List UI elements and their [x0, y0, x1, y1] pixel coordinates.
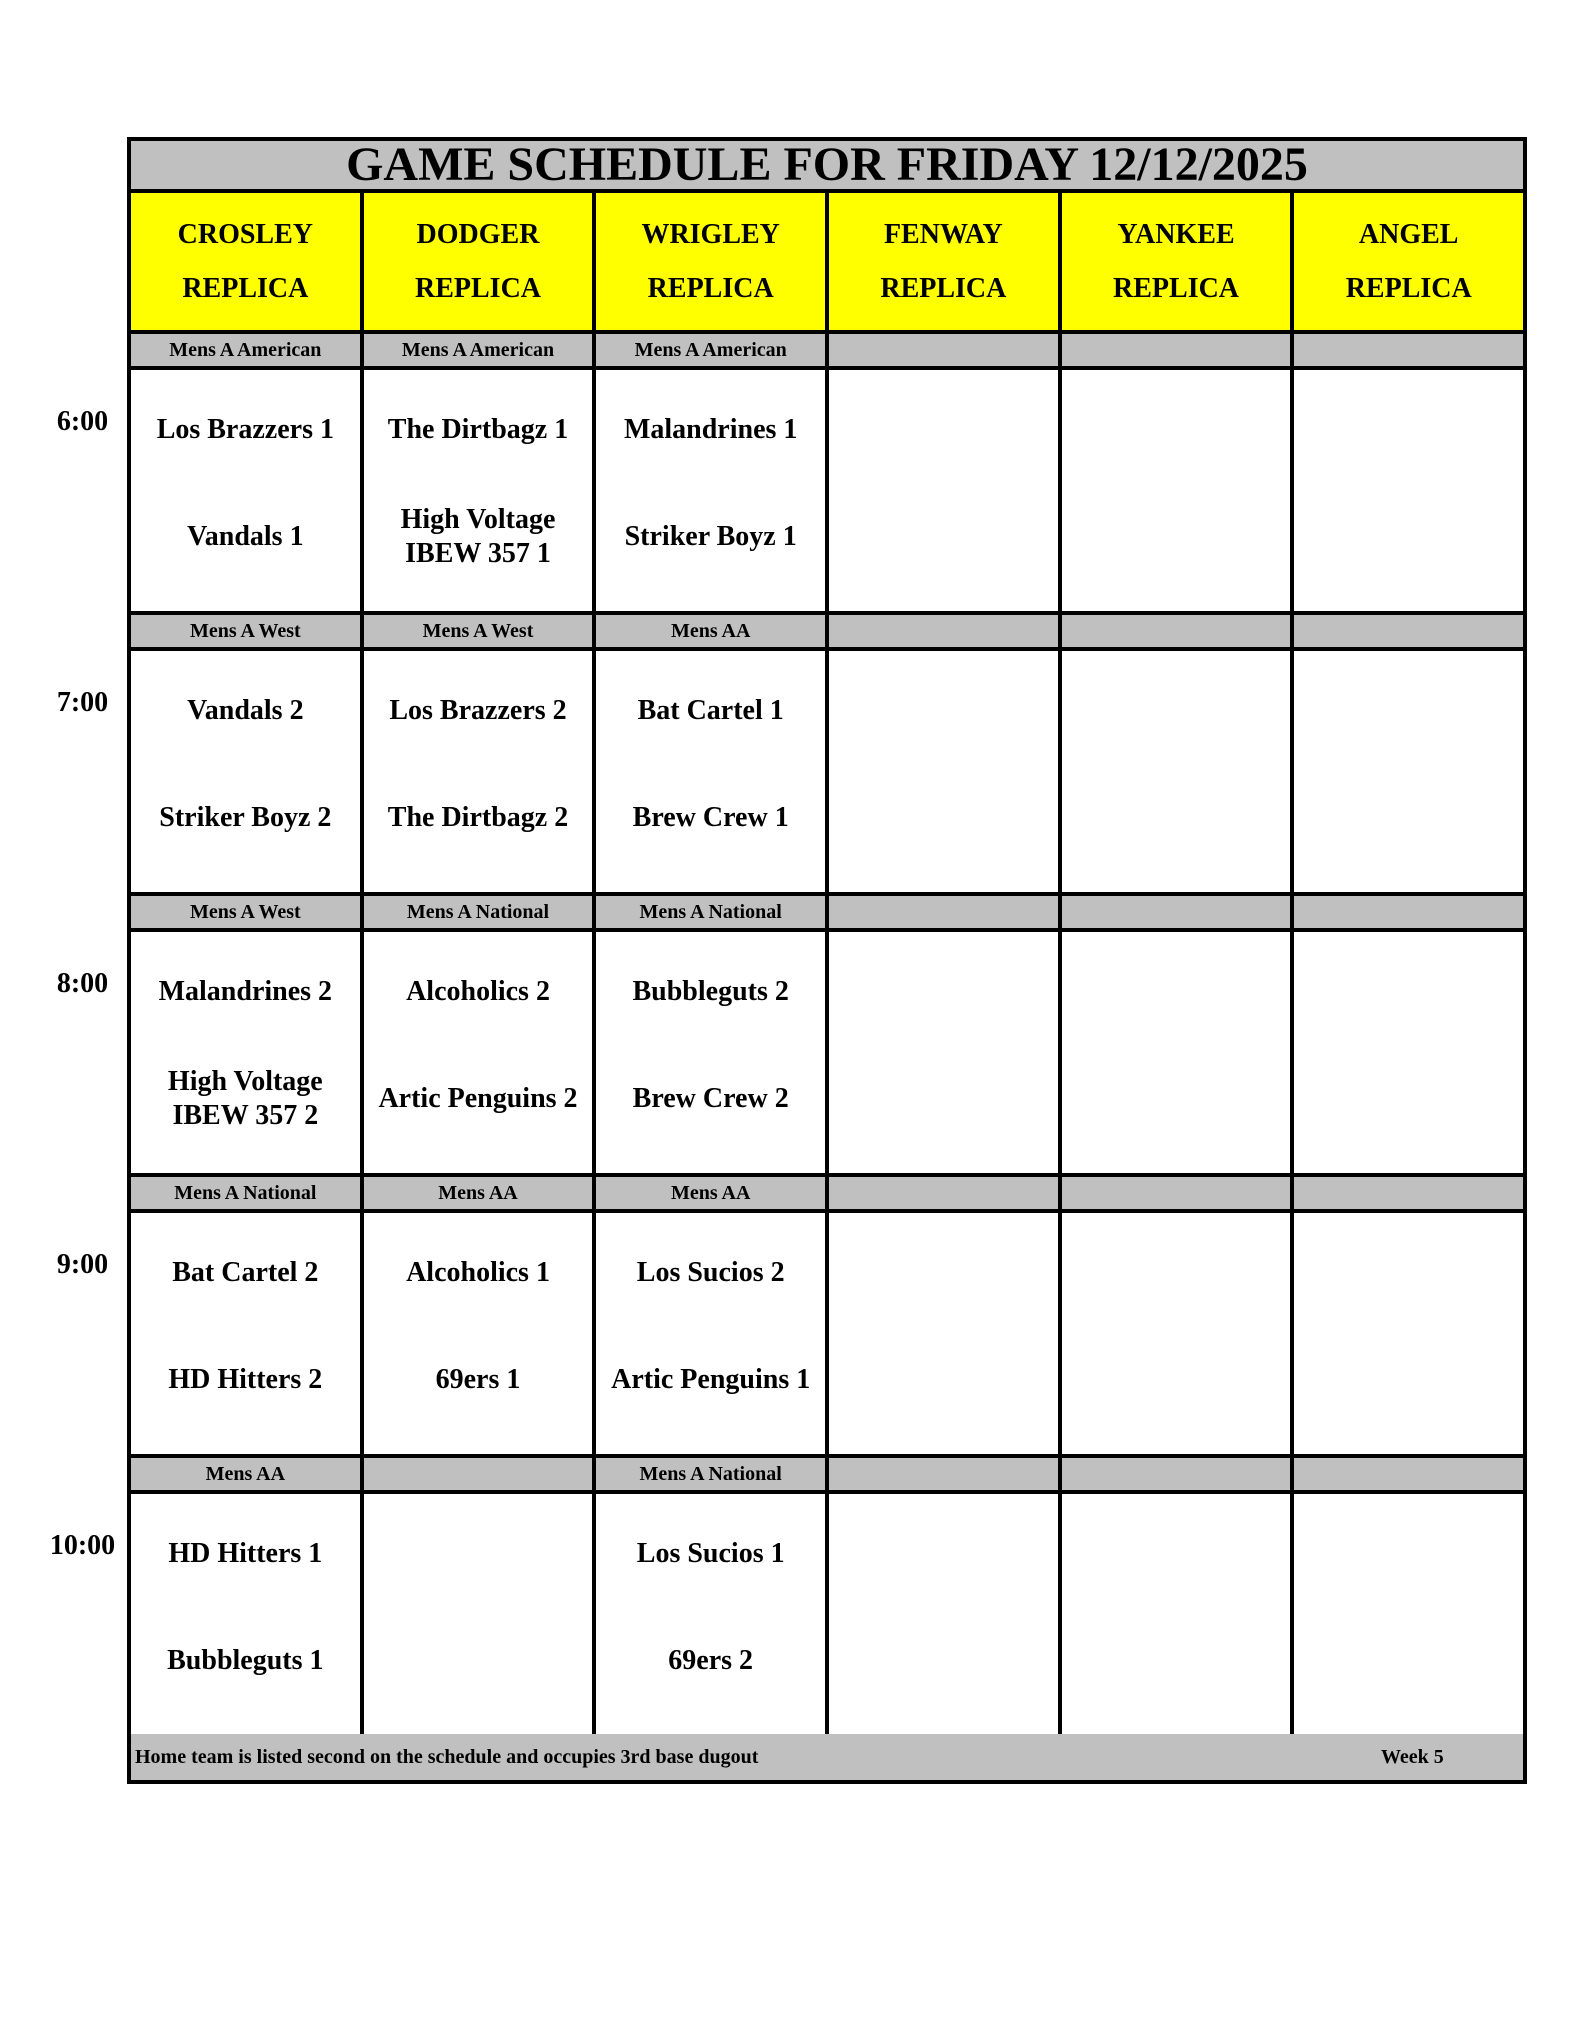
away-team: Bat Cartel 1: [637, 695, 784, 726]
division-label: [1062, 1458, 1295, 1490]
footer-bar: [131, 1734, 1523, 1780]
field-angel: [1294, 193, 1523, 330]
field-fenway: [829, 193, 1062, 330]
field-name: ANGEL: [1358, 218, 1459, 250]
game-cell: [1294, 370, 1523, 611]
home-team: Artic Penguins 2: [378, 1083, 578, 1114]
division-label: [829, 896, 1062, 928]
division-label: [1294, 896, 1523, 928]
schedule-title: GAME SCHEDULE FOR FRIDAY 12/12/2025: [131, 141, 1523, 193]
time-label: 10:00: [49, 1530, 116, 1561]
game-cell: [829, 1494, 1062, 1735]
game-row: [131, 1213, 1523, 1458]
division-label: Mens AA: [596, 615, 829, 647]
game-row: [131, 651, 1523, 896]
game-cell: [364, 1494, 597, 1735]
field-name: FENWAY: [883, 218, 1003, 250]
game-row: [131, 932, 1523, 1177]
game-cell: [829, 1213, 1062, 1454]
game-cell: [1294, 1213, 1523, 1454]
division-label: Mens A American: [364, 334, 597, 366]
home-team: 69ers 1: [435, 1364, 521, 1395]
game-row: [131, 370, 1523, 615]
game-cell: [1062, 651, 1295, 892]
field-crosley: [131, 193, 364, 330]
division-row: [131, 896, 1523, 932]
away-team: Alcoholics 2: [406, 976, 550, 1007]
home-team: Striker Boyz 1: [624, 521, 797, 552]
home-team: The Dirtbagz 2: [387, 802, 569, 833]
field-type: REPLICA: [647, 272, 774, 304]
away-team: Bat Cartel 2: [172, 1257, 319, 1288]
home-team: Artic Penguins 1: [611, 1364, 811, 1395]
division-label: Mens AA: [596, 1177, 829, 1209]
home-team: Brew Crew 2: [632, 1083, 789, 1114]
division-label: [829, 334, 1062, 366]
game-cell: [131, 1213, 364, 1454]
game-cell: [596, 651, 829, 892]
division-label: Mens AA: [364, 1177, 597, 1209]
away-team: Los Brazzers 1: [156, 414, 334, 445]
division-label: Mens A National: [596, 1458, 829, 1490]
field-name: DODGER: [416, 218, 540, 250]
away-team: Malandrines 2: [158, 976, 333, 1007]
game-cell: [1294, 651, 1523, 892]
home-team: High Voltage IBEW 357 1: [400, 504, 556, 569]
field-yankee: [1062, 193, 1295, 330]
division-label: [1062, 615, 1295, 647]
field-name: CROSLEY: [177, 218, 314, 250]
division-label: Mens A American: [596, 334, 829, 366]
field-name: YANKEE: [1117, 218, 1235, 250]
time-label: 6:00: [56, 406, 109, 437]
division-label: Mens A National: [131, 1177, 364, 1209]
time-slot: [131, 615, 1523, 896]
game-cell: [596, 1494, 829, 1735]
time-slot: [131, 1458, 1523, 1739]
division-label: Mens A National: [364, 896, 597, 928]
game-cell: [131, 932, 364, 1173]
division-label: Mens A National: [596, 896, 829, 928]
division-row: [131, 615, 1523, 651]
game-cell: [364, 1213, 597, 1454]
field-type: REPLICA: [1345, 272, 1472, 304]
game-cell: [1294, 932, 1523, 1173]
game-cell: [364, 370, 597, 611]
away-team: Vandals 2: [187, 695, 304, 726]
schedule-table: [127, 137, 1527, 1784]
field-wrigley: [596, 193, 829, 330]
field-name: WRIGLEY: [641, 218, 780, 250]
home-team: High Voltage IBEW 357 2: [167, 1066, 323, 1131]
home-team: Vandals 1: [187, 521, 304, 552]
division-label: [1062, 334, 1295, 366]
away-team: Los Sucios 2: [636, 1257, 785, 1288]
division-label: [1062, 1177, 1295, 1209]
time-slot: [131, 334, 1523, 615]
time-slot: [131, 896, 1523, 1177]
division-row: [131, 334, 1523, 370]
home-team: HD Hitters 2: [168, 1364, 323, 1395]
game-cell: [596, 1213, 829, 1454]
game-cell: [364, 651, 597, 892]
away-team: Los Brazzers 2: [389, 695, 567, 726]
division-label: Mens A West: [131, 896, 364, 928]
game-cell: [131, 651, 364, 892]
division-label: Mens AA: [131, 1458, 364, 1490]
division-label: [1062, 896, 1295, 928]
away-team: Alcoholics 1: [406, 1257, 550, 1288]
game-cell: [364, 932, 597, 1173]
division-label: [1294, 334, 1523, 366]
away-team: The Dirtbagz 1: [387, 414, 569, 445]
time-label: 8:00: [56, 968, 109, 999]
away-team: HD Hitters 1: [168, 1538, 323, 1569]
division-label: [1294, 1458, 1523, 1490]
field-type: REPLICA: [415, 272, 542, 304]
game-cell: [131, 1494, 364, 1735]
game-cell: [1062, 1494, 1295, 1735]
time-label: 9:00: [56, 1249, 109, 1280]
game-cell: [829, 651, 1062, 892]
field-type: REPLICA: [1113, 272, 1240, 304]
away-team: Bubbleguts 2: [632, 976, 789, 1007]
home-team-note: Home team is listed second on the schedule and occupies 3rd base dugout: [135, 1746, 759, 1768]
home-team: Brew Crew 1: [632, 802, 789, 833]
division-label: [1294, 1177, 1523, 1209]
game-cell: [131, 370, 364, 611]
division-label: [829, 615, 1062, 647]
division-label: Mens A West: [364, 615, 597, 647]
division-row: [131, 1458, 1523, 1494]
away-team: Los Sucios 1: [636, 1538, 785, 1569]
week-label: Week 5: [1381, 1746, 1444, 1768]
home-team: Bubbleguts 1: [167, 1645, 324, 1676]
game-row: [131, 1494, 1523, 1739]
field-dodger: [364, 193, 597, 330]
away-team: Malandrines 1: [623, 414, 798, 445]
game-cell: [1062, 932, 1295, 1173]
game-cell: [1062, 1213, 1295, 1454]
game-cell: [596, 932, 829, 1173]
division-label: [829, 1458, 1062, 1490]
division-row: [131, 1177, 1523, 1213]
field-type: REPLICA: [880, 272, 1007, 304]
division-label: [829, 1177, 1062, 1209]
division-label: Mens A American: [131, 334, 364, 366]
game-cell: [1062, 370, 1295, 611]
home-team: Striker Boyz 2: [159, 802, 332, 833]
division-label: [364, 1458, 597, 1490]
division-label: [1294, 615, 1523, 647]
game-cell: [829, 370, 1062, 611]
game-cell: [829, 932, 1062, 1173]
game-cell: [1294, 1494, 1523, 1735]
field-header-row: [131, 193, 1523, 334]
field-type: REPLICA: [182, 272, 309, 304]
time-slot: [131, 1177, 1523, 1458]
division-label: Mens A West: [131, 615, 364, 647]
home-team: 69ers 2: [668, 1645, 754, 1676]
time-label: 7:00: [56, 687, 109, 718]
game-cell: [596, 370, 829, 611]
